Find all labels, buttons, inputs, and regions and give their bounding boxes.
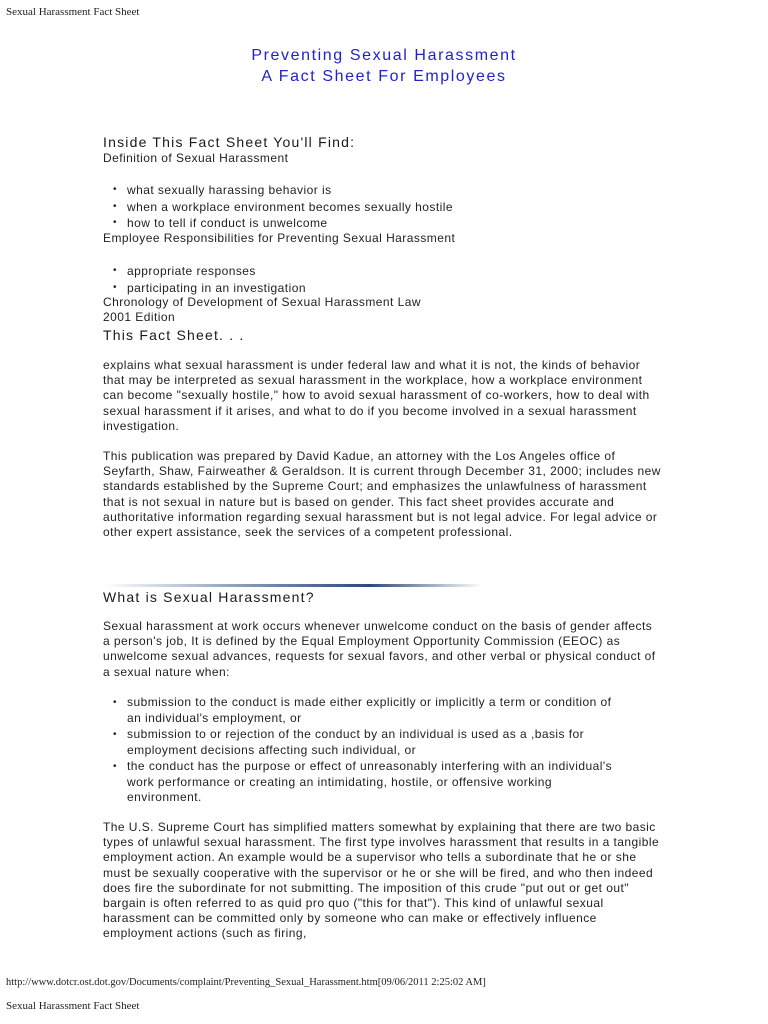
chronology-label: Chronology of Development of Sexual Harassment Law [103,295,421,309]
list-item: • submission to the conduct is made either explicitly or implicitly a term or condition of an individual's employment, or [89,695,627,726]
footer-url: http://www.dotcr.ost.dot.gov/Documents/complaint/Preventing_Sexual_Harassment.htm[09/06/2011 2:25:02 AM] [6,977,486,988]
what-is-paragraph-1: Sexual harassment at work occurs whenever unwelcome conduct on the basis of gender affects a person's job, It is defined by the Equal Employment Opportunity Commission (EEOC) as unwelcome sexual advances, requests for sexual favors, and other verbal or physical conduct of a sexual nature when: [103,619,656,679]
list-item: • the conduct has the purpose or effect of unreasonably interfering with an individual's work performance or creating an intimidating, hostile, or offensive working environment. [89,759,627,806]
list-item: • what sexually harassing behavior is [89,182,453,199]
list-item: • how to tell if conduct is unwelcome [89,215,453,232]
this-sheet-paragraph-2: This publication was prepared by David Kadue, an attorney with the Los Angeles office of Seyfarth, Shaw, Fairweather & Geraldson. It is current through December 31, 2000; includes new standards established by the Supreme Court; and emphasizes the unlawfulness of harassment that is not sexual in nature but is based on gender. This fact sheet provides accurate and authoritative information regarding sexual harassment but is not legal advice. For legal advice or other expert assistance, seek the services of a competent professional. [103,449,661,540]
title-line-1: Preventing Sexual Harassment [251,47,517,64]
list-item: • appropriate responses [89,263,306,280]
eeoc-criteria-list [89,695,627,807]
section-divider [103,584,483,587]
responsibilities-label: Employee Responsibilities for Preventing Sexual Harassment [103,231,456,245]
this-sheet-paragraph-1: explains what sexual harassment is under federal law and what it is not, the kinds of behavior that may be interpreted as sexual harassment in the workplace, how a workplace environment can become "sexually hostile," how to avoid sexual harassment of co-workers, how to deal with sexual harassment if it arises, and what to do if you become involved in a sexual harassment investigation. [103,358,650,433]
footer-page-title: Sexual Harassment Fact Sheet [6,1000,140,1012]
title-line-2: A Fact Sheet For Employees [261,68,507,85]
inside-heading: Inside This Fact Sheet You'll Find: [103,134,356,150]
list-item: • submission to or rejection of the conduct by an individual is used as a ,basis for employment decisions affecting such individual, or [89,727,627,758]
what-is-heading: What is Sexual Harassment? [103,589,315,605]
definition-label: Definition of Sexual Harassment [103,151,289,165]
definition-list [89,182,453,232]
page-header: Sexual Harassment Fact Sheet [6,6,140,18]
this-sheet-heading: This Fact Sheet. . . [103,327,245,343]
document-title [0,45,768,87]
list-item: • when a workplace environment becomes sexually hostile [89,199,453,216]
edition-label: 2001 Edition [103,310,176,324]
list-item: • participating in an investigation [89,280,306,297]
responsibilities-list [89,263,306,296]
what-is-paragraph-2: The U.S. Supreme Court has simplified matters somewhat by explaining that there are two basic types of unlawful sexual harassment. The first type involves harassment that results in a tangible employment action. An example would be a supervisor who tells a subordinate that he or she must be sexually cooperative with the supervisor or he or she will be fired, and who then indeed does fire the subordinate for not submitting. The imposition of this crude "put out or get out" bargain is often referred to as quid pro quo ("this for that"). This kind of unlawful sexual harassment can be committed only by someone who can make or effectively influence employment actions (such as firing, [103,820,660,941]
